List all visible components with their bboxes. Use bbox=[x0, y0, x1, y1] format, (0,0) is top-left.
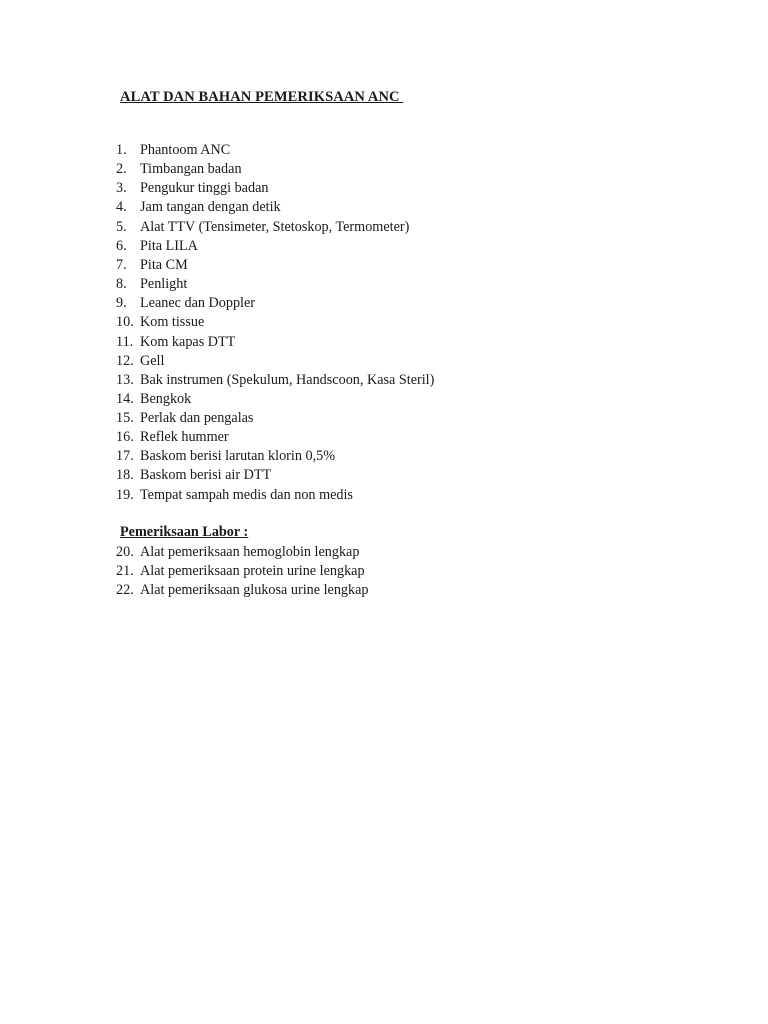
item-number: 10. bbox=[116, 314, 134, 330]
item-text: Pita CM bbox=[140, 257, 188, 273]
item-number: 16. bbox=[116, 429, 134, 445]
item-number: 14. bbox=[116, 391, 134, 407]
item-text: Pita LILA bbox=[140, 238, 198, 254]
item-number: 17. bbox=[116, 448, 134, 464]
item-number: 5. bbox=[116, 219, 127, 235]
item-text: Baskom berisi air DTT bbox=[140, 467, 272, 483]
item-text: Timbangan badan bbox=[140, 161, 242, 177]
item-number: 9. bbox=[116, 295, 127, 311]
item-number: 12. bbox=[116, 353, 134, 369]
item-number: 20. bbox=[116, 544, 134, 560]
item-text: Kom tissue bbox=[140, 314, 205, 330]
item-number: 6. bbox=[116, 238, 127, 254]
item-text: Reflek hummer bbox=[140, 429, 229, 445]
labor-section-heading: Pemeriksaan Labor : bbox=[120, 524, 249, 540]
item-text: Gell bbox=[140, 353, 165, 369]
item-text: Alat pemeriksaan hemoglobin lengkap bbox=[140, 544, 360, 560]
item-text: Alat pemeriksaan protein urine lengkap bbox=[140, 563, 365, 579]
document-title: ALAT DAN BAHAN PEMERIKSAAN ANC bbox=[120, 89, 404, 105]
item-number: 11. bbox=[116, 334, 134, 350]
item-number: 22. bbox=[116, 582, 134, 598]
item-text: Kom kapas DTT bbox=[140, 334, 236, 350]
item-number: 8. bbox=[116, 276, 127, 292]
item-text: Bengkok bbox=[140, 391, 192, 407]
item-number: 1. bbox=[116, 142, 127, 158]
item-number: 7. bbox=[116, 257, 127, 273]
item-number: 15. bbox=[116, 410, 134, 426]
item-number: 19. bbox=[116, 487, 134, 503]
item-text: Baskom berisi larutan klorin 0,5% bbox=[140, 448, 336, 464]
item-text: Penlight bbox=[140, 276, 188, 292]
item-number: 21. bbox=[116, 563, 134, 579]
item-number: 13. bbox=[116, 372, 134, 388]
item-number: 2. bbox=[116, 161, 127, 177]
item-text: Tempat sampah medis dan non medis bbox=[140, 487, 353, 503]
item-number: 18. bbox=[116, 467, 134, 483]
item-text: Bak instrumen (Spekulum, Handscoon, Kasa Steril) bbox=[140, 372, 435, 388]
item-text: Perlak dan pengalas bbox=[140, 410, 254, 426]
item-text: Leanec dan Doppler bbox=[140, 295, 256, 311]
item-text: Alat pemeriksaan glukosa urine lengkap bbox=[140, 582, 369, 598]
item-text: Jam tangan dengan detik bbox=[140, 199, 281, 215]
item-number: 3. bbox=[116, 180, 127, 196]
item-text: Phantoom ANC bbox=[140, 142, 231, 158]
item-text: Alat TTV (Tensimeter, Stetoskop, Termometer) bbox=[140, 219, 410, 235]
item-text: Pengukur tinggi badan bbox=[140, 180, 269, 196]
item-number: 4. bbox=[116, 199, 127, 215]
